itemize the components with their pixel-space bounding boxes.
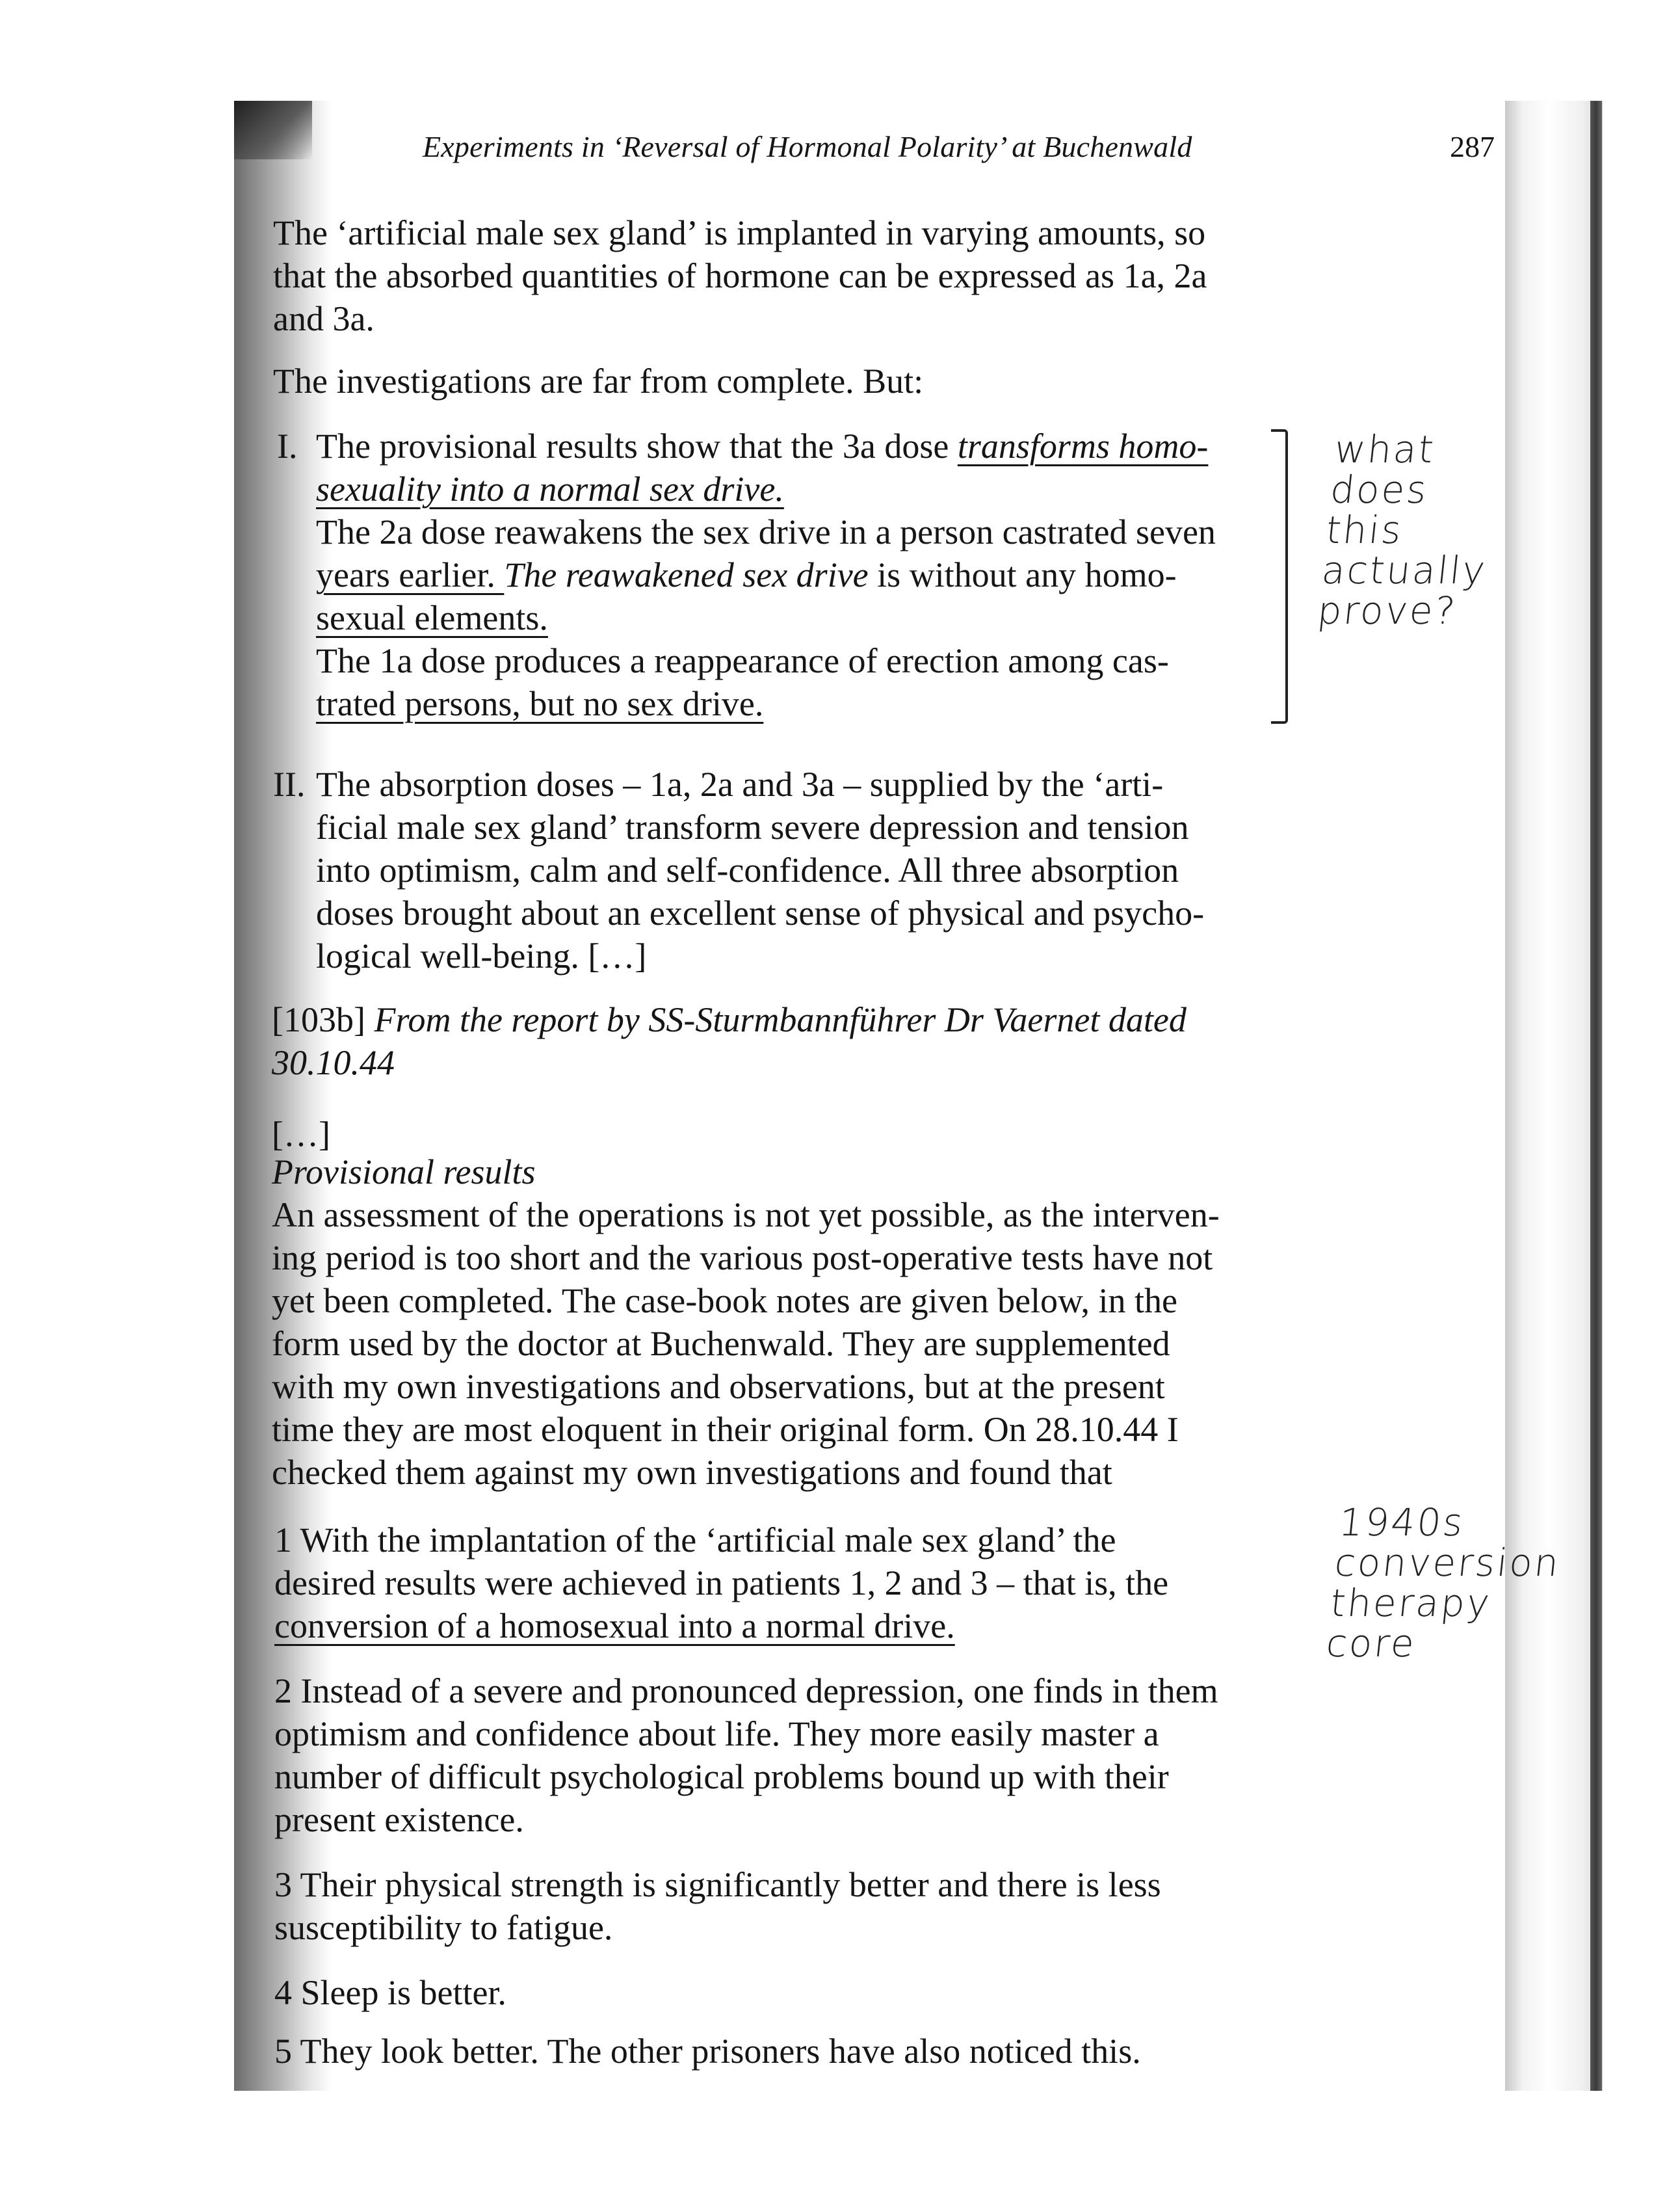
report-title: From the report by SS-Sturmbannführer Dr Vaernet dated: [365, 1000, 1187, 1039]
section-i-line-4c: is without any homo-: [868, 555, 1177, 594]
finding-2-line-4: present existence.: [274, 1800, 524, 1839]
provisional-line-2: ing period is too short and the various post-operative tests have not: [272, 1238, 1213, 1277]
section-i-line-7: trated persons, but no sex drive.: [316, 684, 764, 723]
note1-line-1: what: [1332, 427, 1438, 471]
finding-3-line-1: 3 Their physical strength is significantly better and there is less: [274, 1865, 1161, 1904]
provisional-line-6: time they are most eloquent in their original form. On 28.10.44 I: [272, 1410, 1179, 1449]
section-ii-line-1: The absorption doses – 1a, 2a and 3a – supplied by the ‘arti-: [316, 765, 1164, 804]
provisional-line-5: with my own investigations and observations, but at the present: [272, 1367, 1165, 1406]
section-i-line-5: sexual elements.: [316, 598, 548, 637]
finding-1-line-3: conversion of a homosexual into a normal drive.: [274, 1606, 955, 1645]
section-ii-marker: II.: [273, 765, 306, 804]
note2-line-1: 1940s: [1337, 1500, 1467, 1545]
note2-line-4: core: [1324, 1621, 1419, 1665]
page-number: 287: [1450, 130, 1495, 163]
book-cover-edge: [1590, 101, 1602, 2091]
handwritten-note-1: [1316, 429, 1502, 631]
report-ref: [103b]: [272, 1000, 365, 1039]
handwritten-note-2: [1324, 1502, 1567, 1664]
note2-line-2: conversion: [1332, 1541, 1563, 1585]
page-edge-stack: [1505, 101, 1603, 2091]
intro-line-2: that the absorbed quantities of hormone can be expressed as 1a, 2a: [273, 256, 1207, 295]
finding-5: 5 They look better. The other prisoners have also noticed this.: [274, 2032, 1141, 2071]
section-i-line-1b: transforms homo-: [957, 427, 1209, 466]
note1-line-3: this: [1324, 508, 1406, 552]
section-i-line-6: The 1a dose produces a reappearance of erection among cas-: [316, 641, 1169, 680]
section-ii-line-4: doses brought about an excellent sense of physical and psycho-: [316, 894, 1205, 933]
section-ii-line-2: ficial male sex gland’ transform severe depression and tension: [316, 808, 1189, 847]
section-i-marker: I.: [277, 427, 298, 466]
provisional-line-3: yet been completed. The case-book notes are given below, in the: [272, 1281, 1178, 1320]
intro-line-3: and 3a.: [273, 299, 374, 338]
section-ii-line-5: logical well-being. […]: [316, 936, 647, 975]
running-title: Experiments in ‘Reversal of Hormonal Polarity’ at Buchenwald: [423, 130, 1192, 163]
note1-line-2: does: [1328, 468, 1431, 512]
finding-2-line-2: optimism and confidence about life. They more easily master a: [274, 1714, 1159, 1753]
section-i-line-4b: The reawakened sex drive: [504, 555, 869, 594]
finding-2-line-3: number of difficult psychological problems bound up with their: [274, 1757, 1169, 1796]
provisional-line-4: form used by the doctor at Buchenwald. They are supplemented: [272, 1324, 1170, 1363]
provisional-line-7: checked them against my own investigations and found that: [272, 1453, 1112, 1492]
finding-4: 4 Sleep is better.: [274, 1973, 506, 2012]
provisional-heading: Provisional results: [272, 1152, 536, 1191]
finding-1-line-2: desired results were achieved in patients 1, 2 and 3 – that is, the: [274, 1563, 1169, 1602]
provisional-line-1: An assessment of the operations is not yet possible, as the interven-: [272, 1195, 1220, 1234]
handwritten-bracket: [1271, 429, 1288, 724]
finding-2-line-1: 2 Instead of a severe and pronounced depression, one finds in them: [274, 1671, 1218, 1710]
investigations-line: The investigations are far from complete. But:: [273, 362, 924, 401]
finding-1-line-1: 1 With the implantation of the ‘artificial male sex gland’ the: [274, 1520, 1116, 1559]
section-i-line-4a: years earlier.: [316, 555, 505, 594]
section-i-line-1: [316, 425, 1208, 468]
section-i-line-2: sexuality into a normal sex drive.: [316, 470, 784, 509]
note1-line-4: actually: [1319, 548, 1490, 592]
report-heading: [272, 998, 1187, 1041]
note1-line-5: prove?: [1315, 589, 1460, 633]
spine-corner-shadow: [234, 101, 312, 159]
section-ii-line-3: into optimism, calm and self-confidence. All three absorption: [316, 851, 1179, 890]
ellipsis: […]: [272, 1115, 330, 1154]
intro-line-1: The ‘artificial male sex gland’ is implanted in varying amounts, so: [273, 213, 1206, 252]
section-i-line-1a: The provisional results show that the 3a dose: [316, 427, 958, 466]
section-i-line-4: [316, 553, 1177, 596]
report-date: 30.10.44: [272, 1043, 395, 1082]
book-page: [234, 101, 1625, 2091]
finding-3-line-2: susceptibility to fatigue.: [274, 1908, 613, 1947]
note2-line-3: therapy: [1328, 1581, 1494, 1625]
section-i-line-3: The 2a dose reawakens the sex drive in a person castrated seven: [316, 512, 1216, 551]
